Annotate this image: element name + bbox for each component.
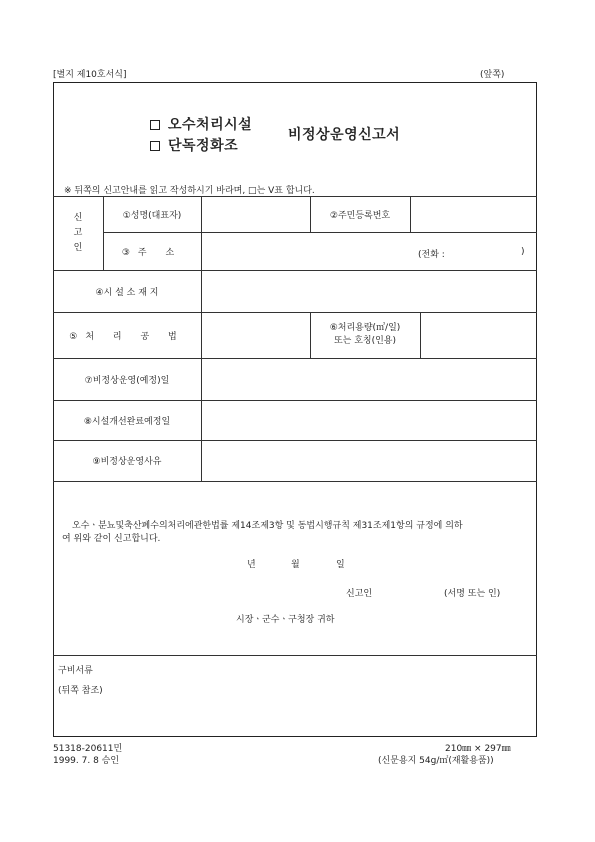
paper-size: 210㎜ × 297㎜ — [445, 744, 511, 754]
abnormal-operation-date-label: ⑦비정상운영(예정)일 — [84, 375, 170, 386]
attachments-label: 구비서류 — [58, 666, 93, 676]
abnormal-operation-date-field[interactable] — [201, 358, 537, 400]
facility-location-field[interactable] — [201, 270, 537, 312]
applicant-group-label: 신 고 인 — [73, 212, 83, 253]
phone-close: ) — [521, 247, 525, 257]
address-label-text: ③주 소 — [121, 247, 183, 258]
capacity-label — [310, 312, 420, 358]
declaration-line1: 오수ㆍ분뇨및축산폐수의처리에관한법률 제14조제3항 및 동법시행규칙 제31조제1항의 규정에 의하 — [72, 521, 463, 531]
attachments-note: (뒤쪽 참조) — [58, 686, 103, 696]
date-month-label: 월 — [291, 560, 300, 570]
capacity-field[interactable] — [420, 312, 537, 358]
treatment-method-label-text: ⑤처 리 공 법 — [69, 331, 185, 342]
capacity-label-line1: ⑥처리용량(㎥/일) — [329, 323, 401, 333]
date-year-label: 년 — [247, 560, 256, 570]
capacity-label-line2: 또는 호칭(인용) — [333, 336, 397, 346]
option-sewage-label: 오수처리시설 — [168, 117, 253, 133]
treatment-method-label — [53, 312, 201, 358]
checkbox-septic-tank[interactable] — [150, 141, 160, 151]
option-septic-label: 단독정화조 — [168, 138, 239, 154]
approval-date: 1999. 7. 8 승인 — [53, 756, 120, 766]
signer-label: 신고인 — [346, 589, 373, 599]
phone-label: (전화 : — [418, 250, 445, 260]
name-field[interactable] — [201, 196, 310, 232]
form-code: 51318-20611민 — [53, 744, 123, 754]
recipient: 시장ㆍ군수ㆍ구청장 귀하 — [236, 615, 335, 625]
name-label: ①성명(대표자) — [122, 210, 182, 221]
declaration-line2: 여 위와 같이 신고합니다. — [62, 534, 161, 544]
option-septic-tank[interactable] — [150, 135, 238, 155]
abnormal-reason-field[interactable] — [201, 440, 537, 481]
form-title: 비정상운영신고서 — [288, 127, 401, 143]
resident-number-field[interactable] — [410, 196, 537, 232]
improvement-date-field[interactable] — [201, 400, 537, 440]
treatment-method-field[interactable] — [201, 312, 310, 358]
date-day-label: 일 — [336, 560, 345, 570]
paper-type: (신문용지 54g/㎡(재활용품)) — [378, 756, 494, 766]
option-sewage-facility[interactable] — [150, 114, 252, 134]
improvement-date-label: ⑧시설개선완료예정일 — [83, 416, 171, 427]
facility-location-label: ④시 설 소 재 지 — [95, 287, 159, 298]
instruction-notice: ※ 뒤쪽의 신고안내를 읽고 작성하시기 바라며, □는 V표 합니다. — [64, 186, 315, 196]
address-field[interactable] — [201, 232, 537, 270]
resident-number-label: ②주민등록번호 — [329, 210, 391, 221]
checkbox-sewage-facility[interactable] — [150, 120, 160, 130]
page-side-label: (앞쪽) — [480, 70, 505, 80]
signature-hint: (서명 또는 인) — [444, 589, 501, 599]
address-label — [103, 232, 201, 270]
form-number: [별지 제10호서식] — [53, 70, 127, 80]
abnormal-reason-label: ⑨비정상운영사유 — [92, 457, 162, 467]
